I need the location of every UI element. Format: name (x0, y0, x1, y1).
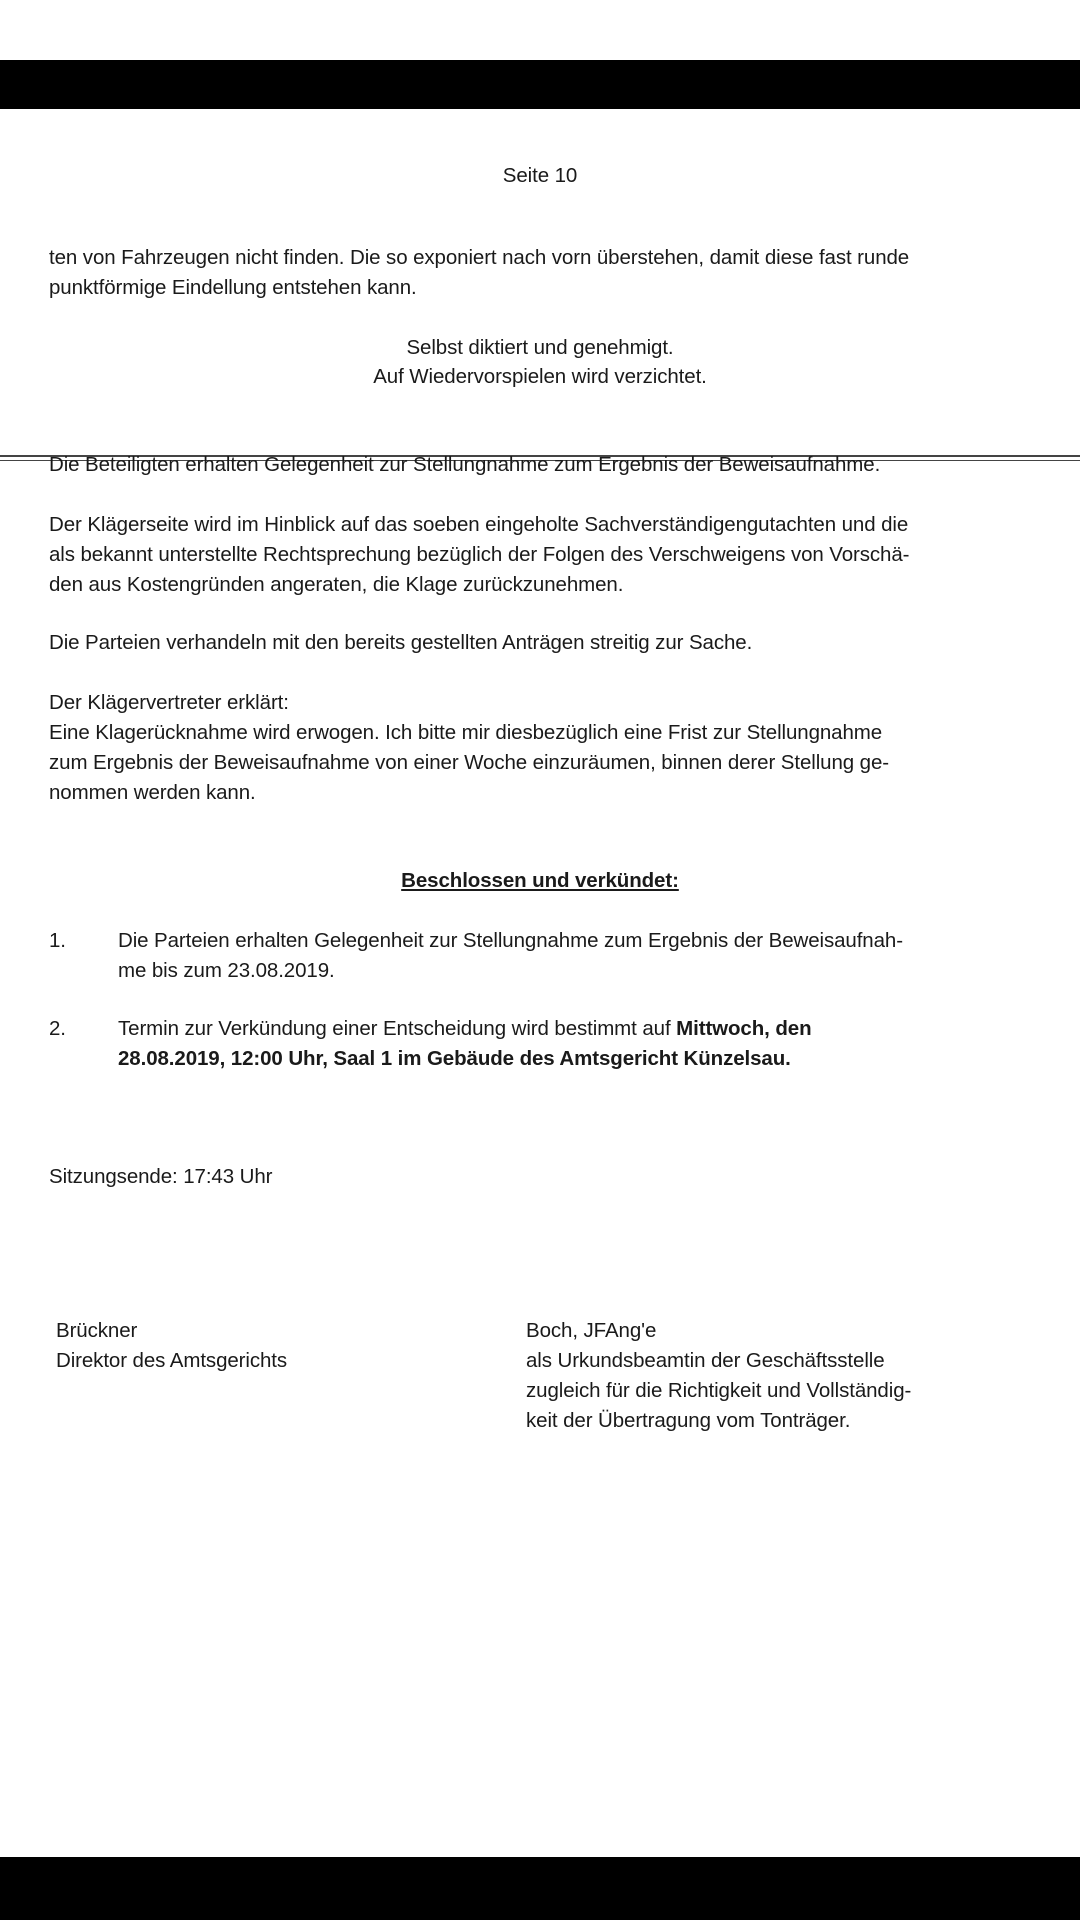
session-end: Sitzungsende: 17:43 Uhr (49, 1165, 273, 1188)
statement-participants: Die Beteiligten erhalten Gelegenheit zur Stellungnahme zum Ergebnis der Beweisaufnahme. (49, 453, 881, 476)
intro-line-2: punktförmige Eindellung entstehen kann. (49, 276, 417, 299)
statement-plaintiff-line-1: Der Klägerseite wird im Hinblick auf das soeben eingeholte Sachverständigengutachten und die (49, 513, 909, 536)
signature-left-name: Brückner (56, 1319, 138, 1342)
statement-counsel-line-4: nommen werden kann. (49, 781, 256, 804)
approval-line-1: Selbst diktiert und genehmigt. (406, 336, 674, 359)
decision-heading (0, 866, 1080, 896)
signature-left-title: Direktor des Amtsgerichts (56, 1349, 288, 1372)
page-header: Seite 10 (502, 164, 578, 187)
statement-counsel-line-2: Eine Klagerücknahme wird erwogen. Ich bitte mir diesbezüglich eine Frist zur Stellungnahme (49, 721, 883, 744)
signature-right-line-3: zugleich für die Richtigkeit und Vollständig- (526, 1379, 912, 1402)
statement-plaintiff-line-2: als bekannt unterstellte Rechtsprechung bezüglich der Folgen des Verschweigens von Vorschä- (49, 543, 910, 566)
decision-1-number: 1. (49, 929, 66, 952)
intro-line-1: ten von Fahrzeugen nicht finden. Die so exponiert nach vorn überstehen, damit diese fast runde (49, 246, 910, 269)
signature-right-line-4: keit der Übertragung vom Tonträger. (526, 1409, 851, 1432)
statement-parties: Die Parteien verhandeln mit den bereits gestellten Anträgen streitig zur Sache. (49, 631, 753, 654)
signature-right-line-2: als Urkundsbeamtin der Geschäftsstelle (526, 1349, 885, 1372)
decision-2-line-1 (118, 1014, 812, 1044)
decision-heading-text: Beschlossen und verkündet: (401, 869, 679, 892)
decision-2-text: Termin zur Verkündung einer Entscheidung wird bestimmt auf (118, 1017, 677, 1040)
signature-right-name: Boch, JFAng'e (526, 1319, 657, 1342)
decision-1-line-1: Die Parteien erhalten Gelegenheit zur Stellungnahme zum Ergebnis der Beweisaufnah- (118, 929, 903, 952)
decision-1-line-2: me bis zum 23.08.2019. (118, 959, 335, 982)
statement-counsel-line-1: Der Klägervertreter erklärt: (49, 691, 289, 714)
approval-line-2: Auf Wiedervorspielen wird verzichtet. (373, 365, 707, 388)
top-black-bar (0, 60, 1080, 109)
decision-2-line-2: 28.08.2019, 12:00 Uhr, Saal 1 im Gebäude des Amtsgericht Künzelsau. (118, 1047, 791, 1070)
decision-2-number: 2. (49, 1017, 66, 1040)
bottom-black-bar (0, 1857, 1080, 1920)
statement-plaintiff-line-3: den aus Kostengründen angeraten, die Klage zurückzunehmen. (49, 573, 624, 596)
statement-counsel-line-3: zum Ergebnis der Beweisaufnahme von einer Woche einzuräumen, binnen derer Stellung ge- (49, 751, 889, 774)
decision-2-date-bold: Mittwoch, den (676, 1017, 812, 1040)
